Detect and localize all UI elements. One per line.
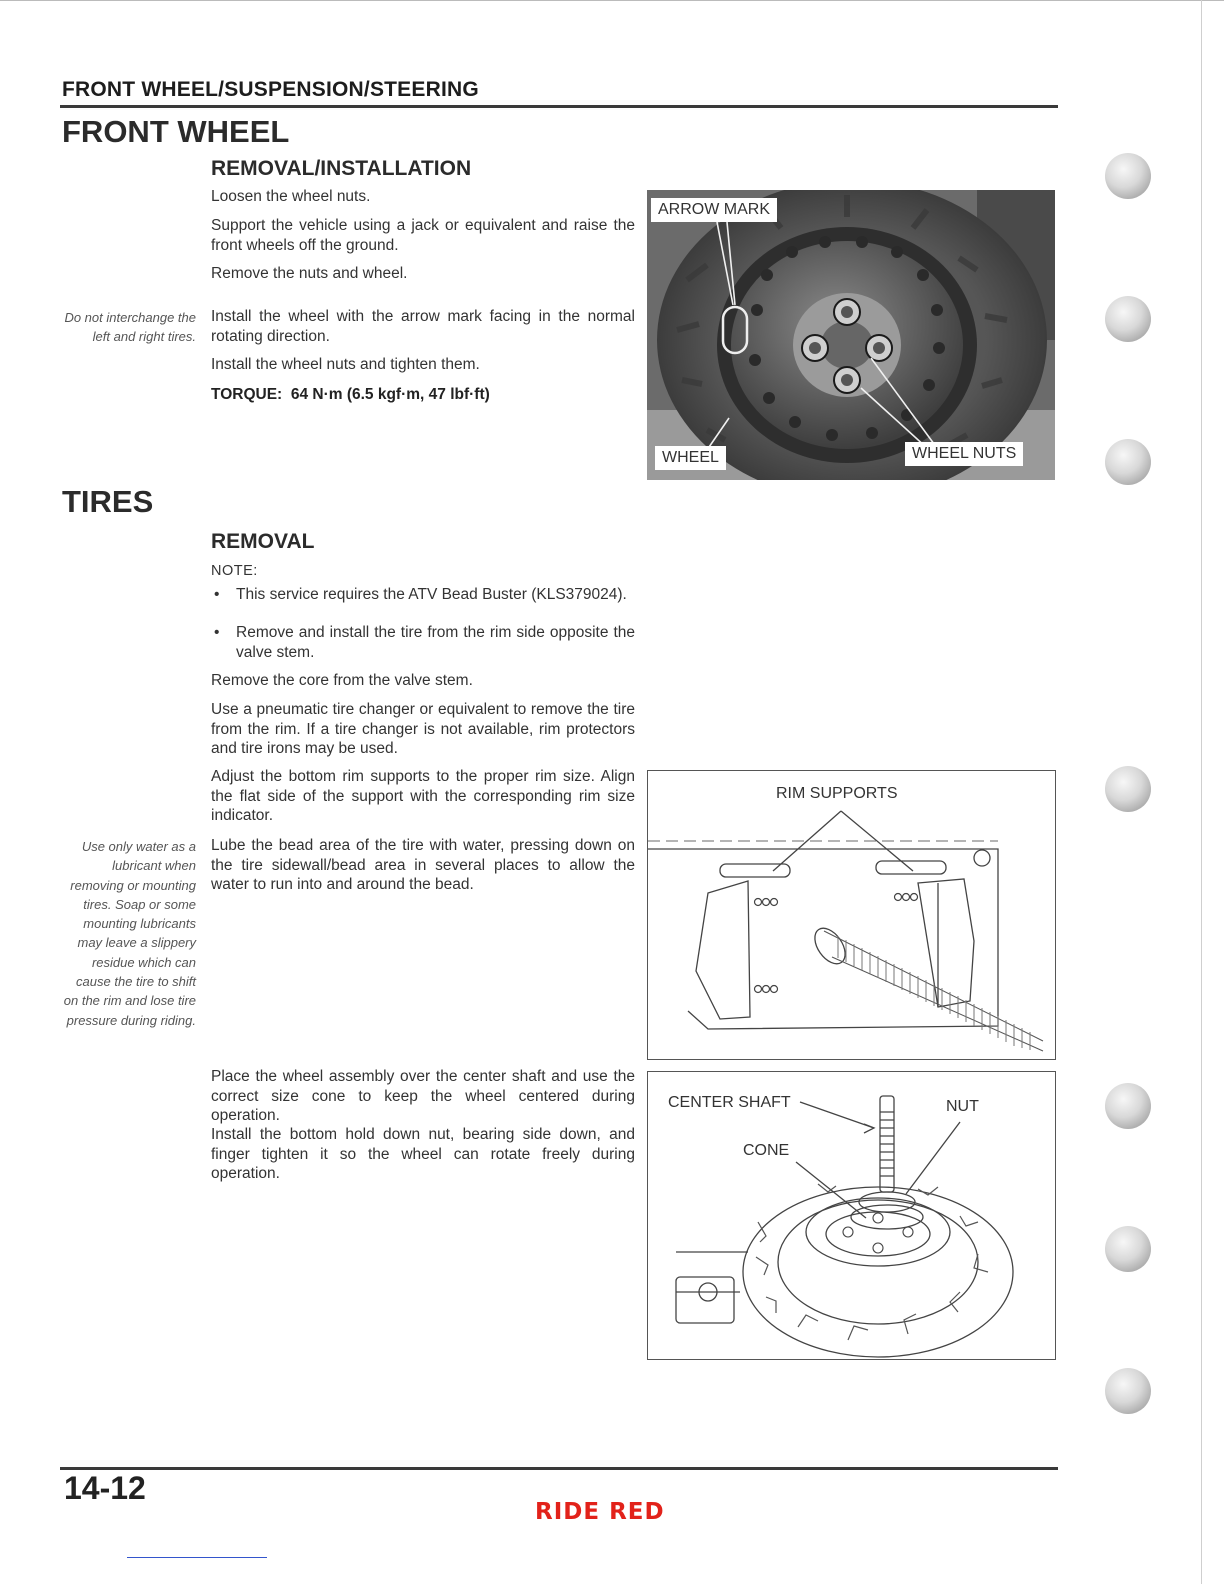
center-shaft-illustration <box>648 1072 1055 1359</box>
front-wheel-illustration <box>647 190 1055 480</box>
tire-step-2: Use a pneumatic tire changer or equivalent to remove the tire from the rim. If a tire changer is not available, rim protectors and tire irons may be used. <box>211 701 635 757</box>
page-number: 14-12 <box>64 1470 146 1506</box>
binder-hole <box>1105 153 1151 199</box>
note-1 <box>214 585 635 605</box>
top-edge-line <box>0 0 1224 1</box>
tires-title: TIRES <box>62 484 154 519</box>
tires-removal-subtitle: REMOVAL <box>211 530 315 553</box>
cone-label: CONE <box>743 1142 790 1159</box>
fw-step-1: Loosen the wheel nuts. <box>211 188 371 205</box>
nut-label: NUT <box>946 1098 979 1115</box>
note-1-bullet: • <box>214 586 220 603</box>
bottom-link-underline <box>127 1557 267 1558</box>
fw-step-4: Install the wheel with the arrow mark facing in the normal rotating direction. <box>211 308 635 345</box>
tire-step-3: Adjust the bottom rim supports to the proper rim size. Align the flat side of the support with the corresponding rim size indicator. <box>211 768 635 824</box>
footer-rule <box>60 1467 1058 1470</box>
wheel-label: WHEEL <box>655 446 726 470</box>
note-label: NOTE: <box>211 563 258 579</box>
binder-hole <box>1105 296 1151 342</box>
arrow-mark-label: ARROW MARK <box>651 198 777 222</box>
binder-hole <box>1105 439 1151 485</box>
note-2 <box>214 623 635 662</box>
wheel-nuts-label: WHEEL NUTS <box>905 442 1023 466</box>
header-rule <box>60 105 1058 108</box>
removal-installation-subtitle: REMOVAL/INSTALLATION <box>211 157 472 180</box>
torque-spec <box>211 385 635 405</box>
tire-step-4: Lube the bead area of the tire with water, pressing down on the tire sidewall/bead area in several places to allow the water to run into and around the bead. <box>211 837 635 893</box>
binder-hole <box>1105 1368 1151 1414</box>
torque-label: TORQUE: <box>211 386 283 403</box>
note-2-bullet: • <box>214 624 220 641</box>
right-margin-line <box>1201 0 1202 1584</box>
tire-step-1: Remove the core from the valve stem. <box>211 672 473 689</box>
front-wheel-photo <box>647 190 1055 480</box>
note-1-text: This service requires the ATV Bead Buster (KLS379024). <box>236 586 627 603</box>
section-header: FRONT WHEEL/SUSPENSION/STEERING <box>62 78 479 101</box>
rim-supports-figure <box>647 770 1056 1060</box>
binder-hole <box>1105 1226 1151 1272</box>
binder-hole <box>1105 1083 1151 1129</box>
fw-side-note: Do not interchange the left and right tires. <box>64 310 196 345</box>
torque-value: 64 N·m (6.5 kgf·m, 47 lbf·ft) <box>290 386 490 403</box>
center-shaft-figure <box>647 1071 1056 1360</box>
rim-supports-illustration <box>648 771 1055 1059</box>
tire-step-5: Place the wheel assembly over the center shaft and use the correct size cone to keep the wheel centered during operation. <box>211 1068 635 1124</box>
fw-step-3: Remove the nuts and wheel. <box>211 265 408 282</box>
rim-supports-label: RIM SUPPORTS <box>776 785 898 802</box>
tires-side-note: Use only water as a lubricant when removing or mounting tires. Soap or some mounting lubricants may leave a slippery residue which can cause the tire to shift on the rim and lose tire pressure during riding. <box>63 839 196 1028</box>
front-wheel-title: FRONT WHEEL <box>62 114 290 149</box>
fw-step-5: Install the wheel nuts and tighten them. <box>211 356 480 373</box>
brand-footer: RIDE RED <box>535 1499 665 1525</box>
binder-hole <box>1105 766 1151 812</box>
fw-step-2: Support the vehicle using a jack or equivalent and raise the front wheels off the ground. <box>211 217 635 254</box>
center-shaft-label: CENTER SHAFT <box>668 1094 791 1111</box>
tire-step-6: Install the bottom hold down nut, bearing side down, and finger tighten it so the wheel can rotate freely during operation. <box>211 1126 635 1182</box>
note-2-text: Remove and install the tire from the rim side opposite the valve stem. <box>236 624 635 661</box>
